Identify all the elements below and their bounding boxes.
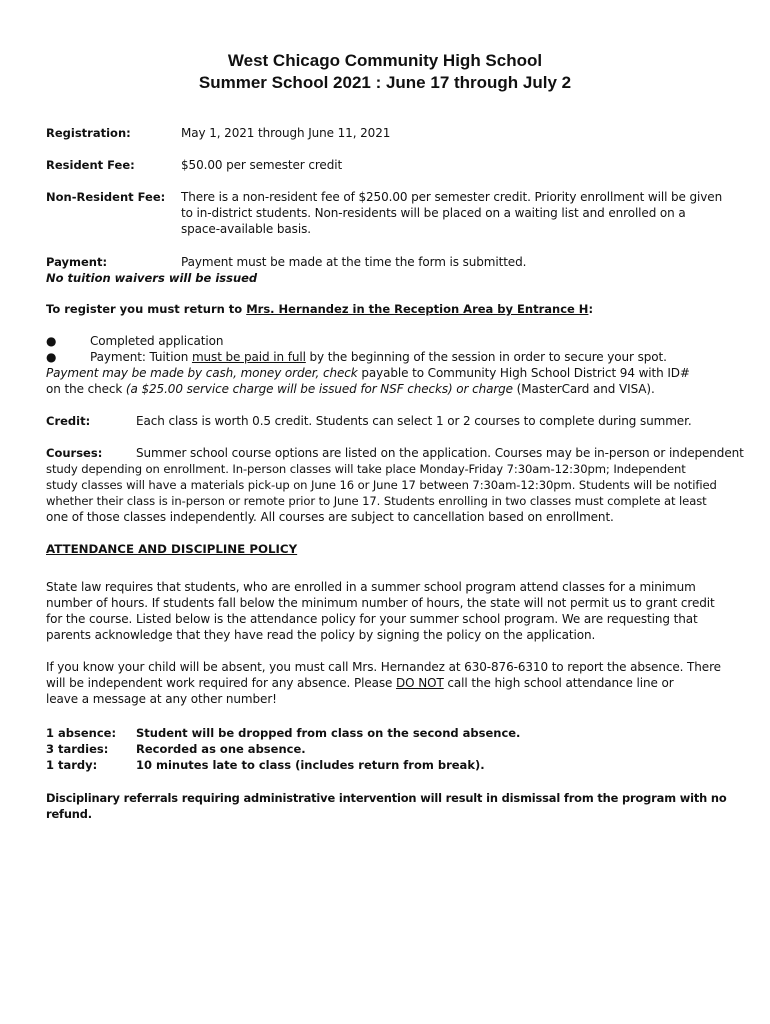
bullet-icon: ● (46, 334, 57, 348)
absence-para-line: leave a message at any other number! (46, 692, 277, 706)
credit-value: Each class is worth 0.5 credit. Students can select 1 or 2 courses to complete during summer. (136, 414, 692, 428)
session-title: Summer School 2021 : June 17 through July 2 (198, 73, 572, 92)
attendance-para-line: for the course. Listed below is the attendance policy for your summer school program. We are requesting that (46, 612, 698, 626)
credit-label: Credit: (46, 414, 91, 428)
courses-line: whether their class is in-person or remote prior to June 17. Students enrolling in two classes must complete at least (46, 494, 707, 508)
payment-label: Payment: (46, 255, 108, 269)
register-suffix: : (588, 302, 594, 316)
register-place: Mrs. Hernandez in the Reception Area by Entrance H (246, 302, 589, 316)
courses-label: Courses: (46, 446, 103, 460)
bullet-item-application: Completed application (90, 334, 224, 348)
courses-line: study classes will have a materials pick-up on June 16 or June 17 between 7:30am-12:30pm. Students will be notified (46, 478, 717, 492)
rule-desc: 10 minutes late to class (includes return from break). (136, 758, 485, 772)
bullet-icon: ● (46, 350, 57, 364)
resident-fee-label: Resident Fee: (46, 158, 135, 172)
tuition-waiver-note: No tuition waivers will be issued (46, 271, 258, 285)
rule-term: 1 absence: (46, 726, 117, 740)
payment-methods-line: Payment may be made by cash, money order, check payable to Community High School District 94 with ID# (46, 366, 690, 380)
non-resident-fee-line: space-available basis. (181, 222, 311, 236)
rule-term: 1 tardy: (46, 758, 98, 772)
attendance-para-line: State law requires that students, who are enrolled in a summer school program attend classes for a minimum (46, 580, 696, 594)
registration-value: May 1, 2021 through June 11, 2021 (181, 126, 391, 140)
registration-label: Registration: (46, 126, 131, 140)
non-resident-fee-label: Non-Resident Fee: (46, 190, 166, 204)
courses-line: one of those classes independently. All courses are subject to cancellation based on enrollment. (46, 510, 614, 524)
absence-para-line: will be independent work required for any absence. Please DO NOT call the high school attendance line or (46, 676, 674, 690)
payment-methods-line: on the check (a $25.00 service charge will be issued for NSF checks) or charge (MasterCard and VISA). (46, 382, 655, 396)
resident-fee-value: $50.00 per semester credit (181, 158, 343, 172)
register-instructions (46, 301, 593, 317)
non-resident-fee-line: to in-district students. Non-residents will be placed on a waiting list and enrolled on a (181, 206, 686, 220)
attendance-heading: ATTENDANCE AND DISCIPLINE POLICY (46, 542, 298, 556)
courses-line: study depending on enrollment. In-person classes will take place Monday-Friday 7:30am-12:30pm; Independent (46, 462, 686, 476)
discipline-statement: Disciplinary referrals requiring administrative intervention will result in dismissal from the program with no refund. (46, 791, 727, 821)
bullet-item-payment: Payment: Tuition must be paid in full by the beginning of the session in order to secure your spot. (90, 350, 667, 364)
payment-value: Payment must be made at the time the form is submitted. (181, 255, 527, 269)
non-resident-fee-line: There is a non-resident fee of $250.00 per semester credit. Priority enrollment will be given (181, 190, 723, 204)
register-prefix: To register you must return to (46, 302, 247, 316)
courses-line: Summer school course options are listed on the application. Courses may be in-person or independent (136, 446, 744, 460)
attendance-para-line: number of hours. If students fall below the minimum number of hours, the state will not permit us to grant credit (46, 596, 715, 610)
rule-term: 3 tardies: (46, 742, 109, 756)
attendance-para-line: parents acknowledge that they have read the policy by signing the policy on the application. (46, 628, 596, 642)
school-title: West Chicago Community High School (227, 51, 543, 70)
absence-para-line: If you know your child will be absent, you must call Mrs. Hernandez at 630-876-6310 to report the absence. There (46, 660, 721, 674)
rule-desc: Recorded as one absence. (136, 742, 306, 756)
rule-desc: Student will be dropped from class on the second absence. (136, 726, 521, 740)
